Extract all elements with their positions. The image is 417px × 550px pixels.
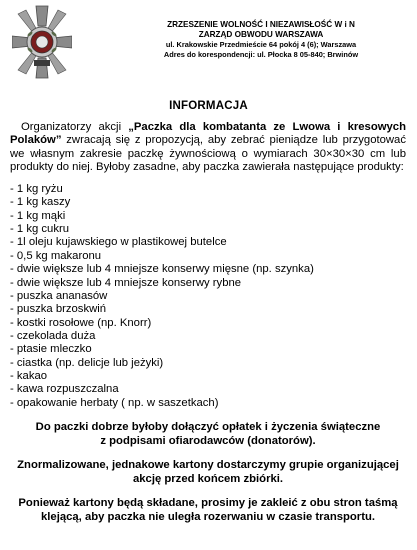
- list-item: - kawa rozpuszczalna: [10, 383, 119, 396]
- address-line: ul. Krakowskie Przedmieście 64 pokój 4 (6); Warszawa: [165, 40, 357, 49]
- product-list: [10, 183, 314, 410]
- campaign-name: „Paczka dla kombatanta ze Lwowa i kresowych Polaków”: [10, 121, 406, 147]
- list-item: - 1 kg mąki: [10, 209, 66, 222]
- paragraph-line: Ponieważ kartony będą składane, prosimy je zakleić z obu stron taśmą: [18, 497, 398, 509]
- list-item: - kakao: [10, 370, 48, 383]
- intro-paragraph: [10, 121, 406, 175]
- list-item: - dwie większe lub 4 mniejsze konserwy mięsne (np. szynka): [10, 263, 314, 276]
- list-item: - puszka ananasów: [10, 289, 108, 302]
- list-item: - dwie większe lub 4 mniejsze konserwy rybne: [10, 276, 242, 289]
- paragraph-line: akcję przed końcem zbiórki.: [132, 472, 284, 485]
- paragraph-line: klejącą, aby paczka nie uległa rozerwaniu w czasie transportu.: [40, 510, 375, 523]
- paragraph-line: z podpisami ofiarodawców (donatorów).: [100, 434, 316, 447]
- list-item: - ptasie mleczko: [10, 343, 92, 356]
- list-item: - opakowanie herbaty ( np. w saszetkach): [10, 396, 219, 409]
- cross-emblem-icon: [12, 4, 72, 80]
- closing-paragraph-wishes: [10, 421, 406, 448]
- list-item: - 1 kg cukru: [10, 223, 70, 236]
- closing-paragraph-tape: [10, 497, 406, 524]
- paragraph-line: Znormalizowane, jednakowe kartony dostarczymy grupie organizującej: [17, 459, 399, 471]
- branch-name: ZARZĄD OBWODU WARSZAWA: [198, 30, 324, 39]
- list-item: - 1l oleju kujawskiego w plastikowej butelce: [10, 236, 227, 249]
- list-item: - ciastka (np. delicje lub jeżyki): [10, 356, 164, 369]
- closing-paragraph-boxes: [10, 459, 406, 486]
- organization-name: ZRZESZENIE WOLNOŚĆ I NIEZAWISŁOŚĆ W i N: [167, 20, 355, 29]
- list-item: - kostki rosołowe (np. Knorr): [10, 316, 152, 329]
- intro-text-rest: zwracają się z propozycją, aby zebrać pieniądze lub przygotować we własnym zakresie paczkę żywnościową o wymiarach 30×30×30 cm lub produkty do niej. Byłoby zasadne, aby paczka zawierała następujące produkty:: [10, 134, 406, 174]
- list-item: - czekolada duża: [10, 329, 96, 342]
- list-item: - 1 kg ryżu: [10, 183, 63, 195]
- paragraph-line: Do paczki dobrze byłoby dołączyć opłatek i życzenia świąteczne: [35, 421, 381, 433]
- list-item: - 0,5 kg makaronu: [10, 249, 102, 262]
- letterhead: [112, 20, 410, 60]
- intro-text-start: Organizatorzy akcji: [21, 121, 129, 133]
- document-title: INFORMACJA: [169, 100, 248, 112]
- correspondence-line: Adres do korespondencji: ul. Płocka 8 05-840; Brwinów: [163, 50, 359, 59]
- list-item: - 1 kg kaszy: [10, 196, 71, 209]
- list-item: - puszka brzoskwiń: [10, 303, 107, 316]
